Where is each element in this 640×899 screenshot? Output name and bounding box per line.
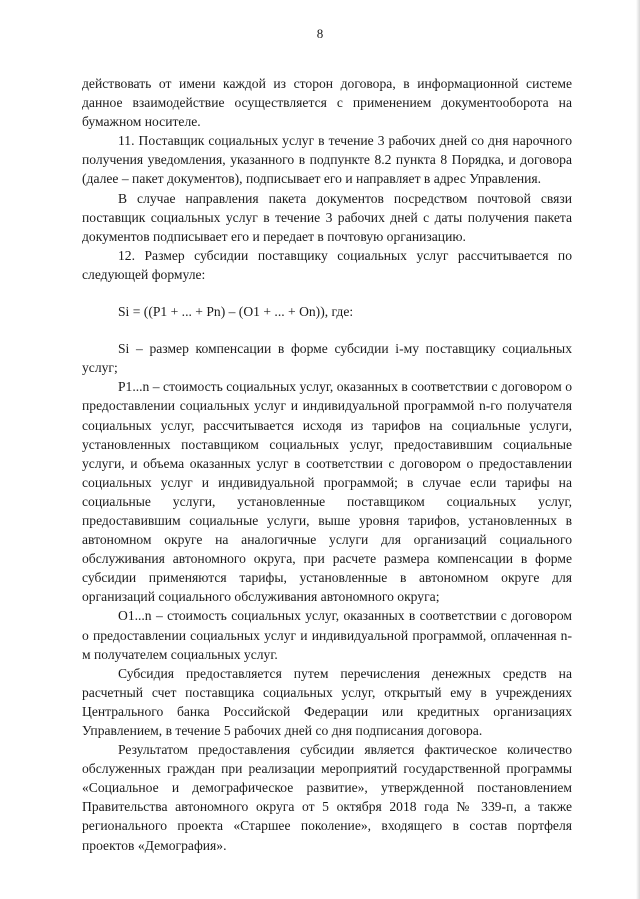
paragraph-subsidy-payment: Субсидия предоставляется путем перечисления денежных средств на расчетный счет поставщика социальных услуг, открытый ему в учреждениях Центрального банка Российской Федерации или кредитных организациях Управлением, в течение 5 рабочих дней со дня подписания договора. [82, 665, 572, 738]
paragraph-item-11: 11. Поставщик социальных услуг в течение 3 рабочих дней со дня нарочного получения уведомления, указанного в подпункте 8.2 пункта 8 Порядка, и договора (далее – пакет документов), подписывает его и направляет в адрес Управления. [82, 133, 572, 187]
paragraph-postal-delivery: В случае направления пакета документов посредством почтовой связи поставщик социальных услуг в течение 3 рабочих дней с даты получения пакета документов подписывает его и передает в почтовую организацию. [82, 190, 572, 244]
paragraph-item-12: 12. Размер субсидии поставщику социальных услуг рассчитывается по следующей формуле: [82, 247, 572, 282]
paragraph-continuation: действовать от имени каждой из сторон договора, в информационной системе данное взаимодействие осуществляется с применением документооборота на бумажном носителе. [82, 76, 572, 130]
page-number: 8 [316, 26, 324, 41]
paragraph-subsidy-result: Результатом предоставления субсидии является фактическое количество обслуженных граждан при реализации мероприятий государственной программы «Социальное и демографическое развитие», утвержденной постановлением Правительства автономного округа от 5 октября 2018 года № 339-п, а также регионального проекта «Старшее поколение», входящего в состав портфеля проектов «Демография». [82, 742, 572, 853]
paragraph-si-definition: Si – размер компенсации в форме субсидии i-му поставщику социальных услуг; [82, 341, 572, 376]
paragraph-p-definition: P1...n – стоимость социальных услуг, оказанных в соответствии с договором о предоставлении социальных услуг и индивидуальной программой n-го получателя социальных услуг, рассчитывается исходя из тарифов на социальные услуги, установленных поставщиком социальных услуг, предоставившим социальные услуги, и объема оказанных услуг в соответствии с договором о предоставлении социальных услуг и индивидуальной программой; в случае если тарифы на социальные услуги, установленные поставщиком социальных услуг, предоставившим социальные услуги, выше уровня тарифов, установленных в автономном округе на аналогичные услуги для организаций социального обслуживания автономного округа, при расчете размера компенсации в форме субсидии применяются тарифы, установленные в автономном округе для организаций социального обслуживания автономного округа; [82, 379, 572, 605]
document-body [82, 74, 572, 855]
paragraph-o-definition: O1...n – стоимость социальных услуг, оказанных в соответствии с договором о предоставлении социальных услуг и индивидуальной программой, оплаченная n-м получателем социальных услуг. [82, 608, 572, 662]
subsidy-formula: Si = ((P1 + ... + Pn) – (O1 + ... + On)), где: [118, 304, 354, 320]
scan-edge-shadow [636, 0, 640, 899]
